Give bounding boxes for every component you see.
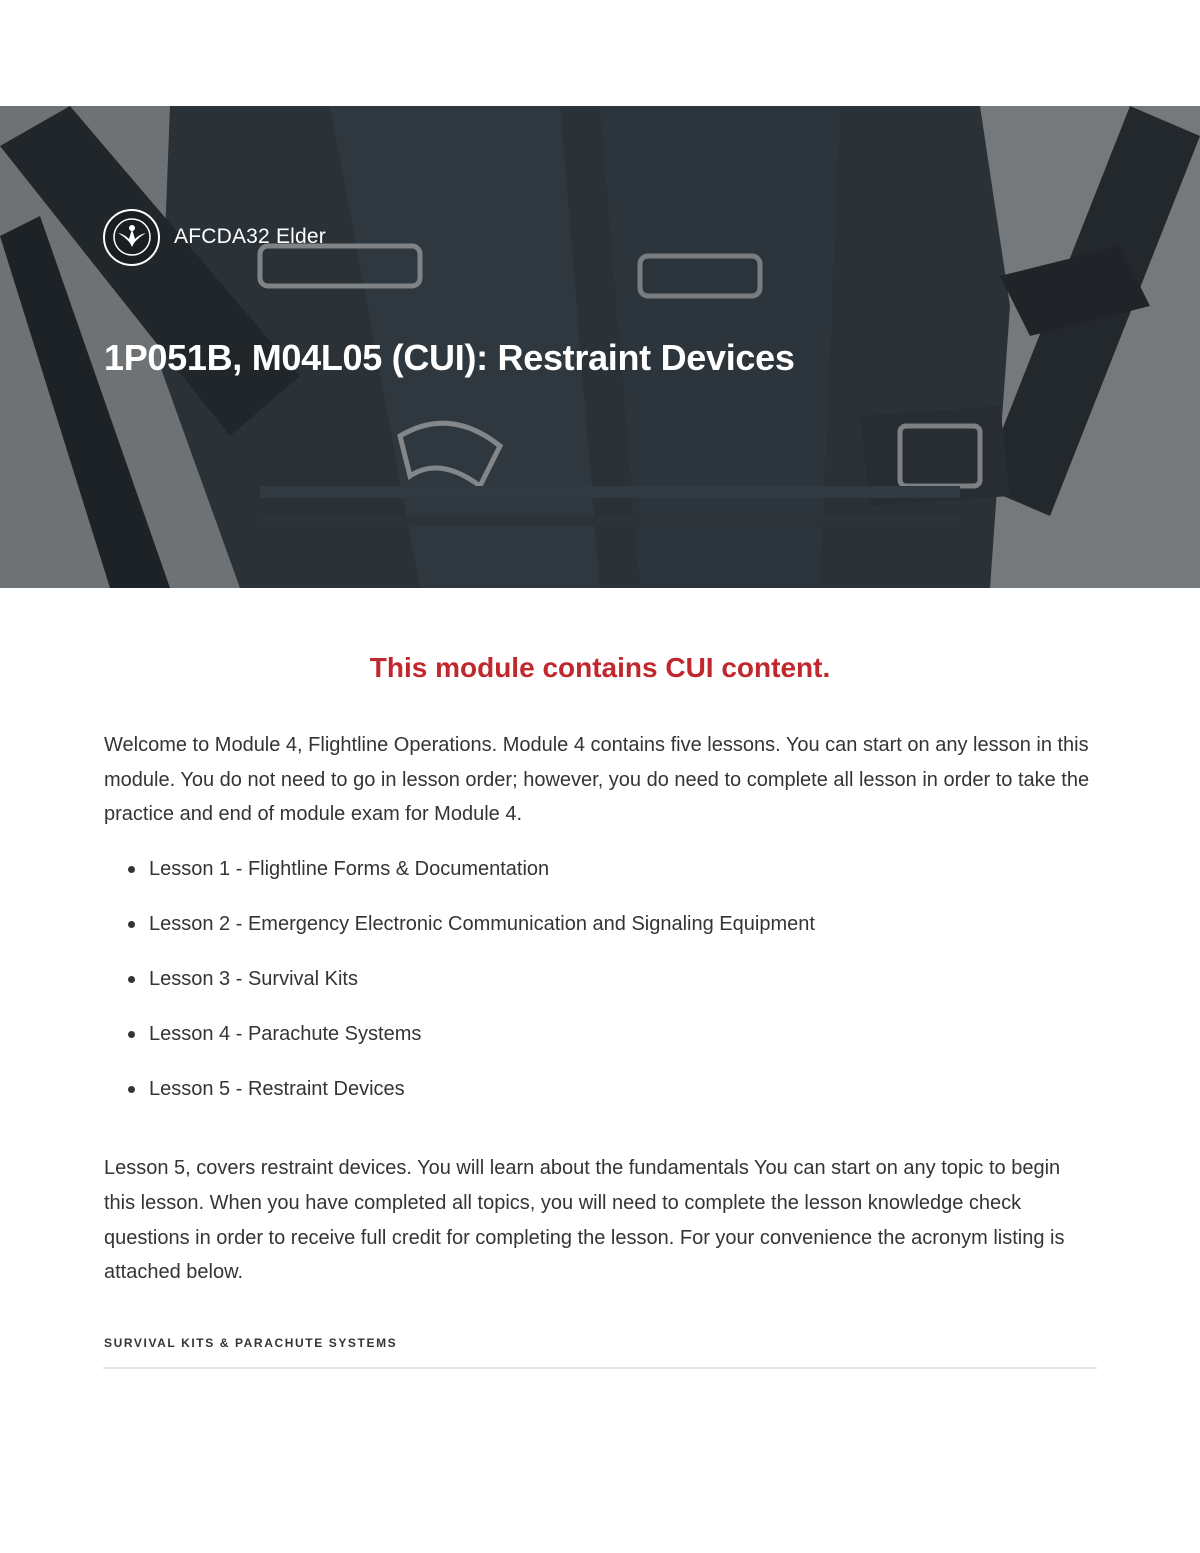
lesson-label: Lesson 2 - Emergency Electronic Communication and Signaling Equipment <box>149 913 815 935</box>
bullet-icon <box>128 921 135 928</box>
lesson-label: Lesson 1 - Flightline Forms & Documentation <box>149 858 550 880</box>
module-intro-text: Welcome to Module 4, Flightline Operations. Module 4 contains five lessons. You can start on any lesson in this module. You do not need to go in lesson order; however, you do need to complete all lesson in order to take the practice and end of module exam for Module 4. <box>104 734 1090 825</box>
section-divider <box>103 1367 1097 1369</box>
list-item <box>104 906 1094 961</box>
section-heading[interactable]: SURVIVAL KITS & PARACHUTE SYSTEMS <box>104 1336 398 1350</box>
lesson-label: Lesson 5 - Restraint Devices <box>149 1078 405 1100</box>
list-item <box>104 851 1094 906</box>
list-item <box>104 961 1094 1016</box>
list-item <box>104 1016 1094 1071</box>
brand-name: AFCDA32 Elder <box>174 225 326 248</box>
eagle-emblem-icon <box>103 209 160 266</box>
bullet-icon <box>128 1031 135 1038</box>
brand[interactable] <box>103 208 326 266</box>
course-title: 1P051B, M04L05 (CUI): Restraint Devices <box>104 337 795 378</box>
lesson-label: Lesson 4 - Parachute Systems <box>149 1023 422 1045</box>
lesson-label: Lesson 3 - Survival Kits <box>149 968 358 990</box>
list-item <box>104 1071 1094 1126</box>
bullet-icon <box>128 866 135 873</box>
bullet-icon <box>128 1086 135 1093</box>
lesson-summary-text: Lesson 5, covers restraint devices. You will learn about the fundamentals You can start on any topic to begin this lesson. When you have completed all topics, you will need to complete the lesson knowledge check questions in order to receive full credit for completing the lesson. For your convenience the acronym listing is attached below. <box>104 1157 1065 1284</box>
bullet-icon <box>128 976 135 983</box>
lesson-list <box>104 851 1094 1126</box>
cui-warning-banner: This module contains CUI content. <box>369 652 831 683</box>
